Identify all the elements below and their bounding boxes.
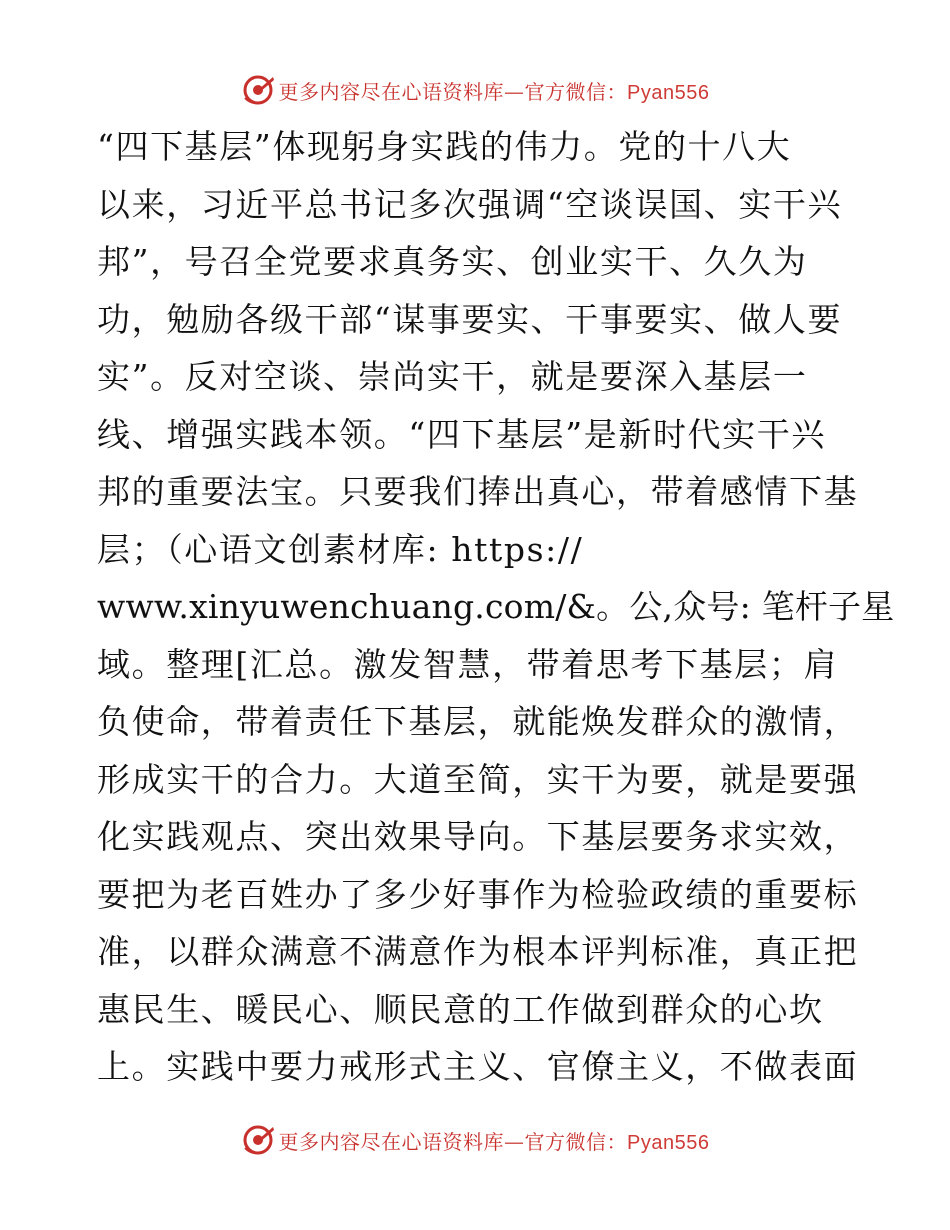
pen-logo-icon: [241, 73, 275, 107]
paragraph-line: 形成实干的合力。大道至简，实干为要，就是要强: [97, 759, 859, 799]
paragraph-line: 要把为老百姓办了多少好事作为检验政绩的重要标: [97, 874, 859, 914]
paragraph-line: 上。实践中要力戒形式主义、官僚主义，不做表面: [97, 1047, 859, 1086]
paragraph-line: 以来，习近平总书记多次强调“空谈误国、实干兴: [97, 184, 843, 224]
document-body: [97, 118, 895, 1096]
paragraph-line: 功，勉励各级干部“谋事要实、干事要实、做人要: [97, 299, 843, 339]
pen-logo-icon: [241, 1123, 275, 1157]
paragraph-line: 线、增强实践本领。“四下基层”是新时代实干兴: [97, 414, 826, 454]
watermark-text: 更多内容尽在心语资料库—官方微信：Pyan556: [278, 1129, 710, 1154]
paragraph-line: 邦”，号召全党要求真务实、创业实干、久久为: [97, 242, 808, 281]
paragraph-line: 层；（心语文创素材库: https://: [97, 529, 584, 569]
paragraph-line: 惠民生、暖民心、顺民意的工作做到群众的心坎: [97, 989, 824, 1029]
paragraph-line: 化实践观点、突出效果导向。下基层要务求实效，: [97, 817, 859, 856]
paragraph-line: 实”。反对空谈、崇尚实干，就是要深入基层一: [97, 357, 808, 396]
paragraph-line: 域。整理[汇总。激发智慧，带着思考下基层；肩: [97, 644, 839, 684]
paragraph-line: www.xinyuwenchuang.com/&。公,众号: 笔杆子星: [97, 587, 895, 626]
paragraph-line: 准，以群众满意不满意作为根本评判标准，真正把: [97, 932, 859, 971]
watermark-text: 更多内容尽在心语资料库—官方微信：Pyan556: [278, 79, 710, 104]
paragraph-line: 邦的重要法宝。只要我们捧出真心，带着感情下基: [97, 472, 859, 511]
footer-watermark: [0, 1120, 950, 1160]
paragraph-line: 负使命，带着责任下基层，就能焕发群众的激情，: [97, 702, 859, 741]
header-watermark: [0, 70, 950, 110]
paragraph-line: “四下基层”体现躬身实践的伟力。党的十八大: [97, 127, 792, 166]
